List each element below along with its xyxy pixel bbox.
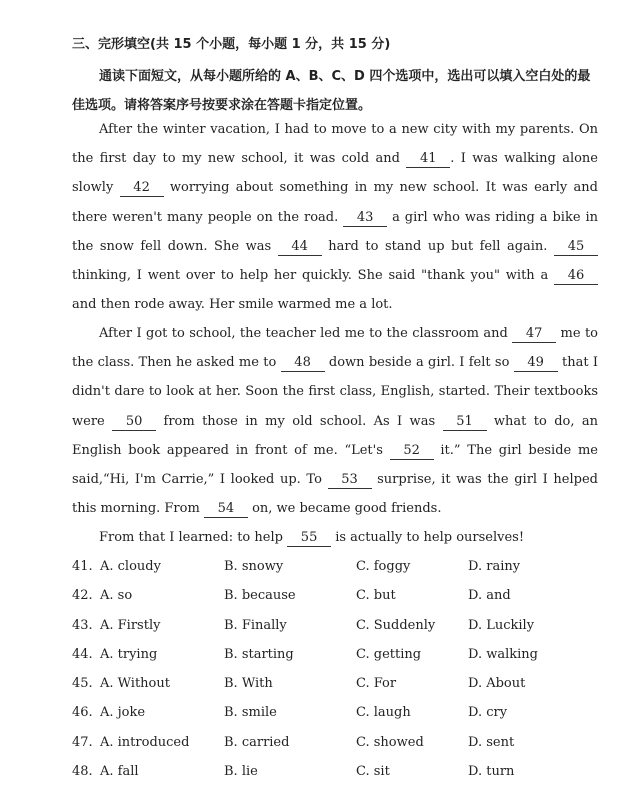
option-a: A. so [100,588,133,604]
blank-50: 50 [112,414,156,431]
blank-52: 52 [390,443,434,460]
passage-text: it.” The girl beside me said,“Hi, I'm Carrie,” I looked up. To [72,442,598,488]
passage-text: from those in my old school. As I was [156,413,443,429]
option-c: C. Suddenly [356,617,436,633]
blank-45: 45 [554,239,598,256]
question-48 [72,761,612,790]
option-a: A. cloudy [100,559,161,574]
question-47 [72,732,612,761]
passage-text: After I got to school, the teacher led me to the classroom and [99,326,513,341]
question-number: 44. [72,646,93,662]
blank-51: 51 [443,414,487,431]
question-number: 41. [72,559,93,574]
option-a: A. trying [100,646,158,662]
question-44 [72,644,612,673]
blank-55: 55 [287,530,331,547]
option-d: D. Luckily [468,617,535,633]
blank-44: 44 [278,239,322,256]
passage-text: worrying about something in my new school. It was early and there weren't many people on the road. [72,180,598,225]
passage-text: surprise, it was the girl I helped this morning. From [72,472,598,517]
question-number: 42. [72,588,93,604]
option-d: D. turn [468,764,515,780]
option-b: B. Finally [224,617,287,633]
option-a: A. Firstly [100,617,161,633]
question-45 [72,673,612,702]
option-a: A. introduced [100,734,190,750]
option-c: C. but [356,588,396,604]
option-a: A. fall [100,764,139,780]
question-46 [72,702,612,731]
option-c: C. For [356,676,397,692]
question-43 [72,615,612,644]
passage-text: on, we became good friends. [247,501,442,517]
blank-46: 46 [554,268,598,285]
passage-paragraph-3 [72,523,598,552]
passage-text: is actually to help ourselves! [331,530,525,545]
question-41 [72,556,612,585]
instructions: 通读下面短文，从每小题所给的 A、B、C、D 四个选项中，选出可以填入空白处的最佳选项。请将答案序号按要求涂在答题卡指定位置。 [72,69,591,113]
passage-text: what to do, an English book appeared in front of me. “Let's [72,413,598,458]
blank-48: 48 [281,355,325,372]
passage-paragraph-2 [72,319,598,523]
option-b: B. smile [224,705,277,721]
passage-text: . I was walking alone slowly [72,151,598,196]
blank-49: 49 [514,355,558,372]
question-number: 43. [72,617,93,633]
option-d: D. cry [468,705,508,721]
answer-options [72,556,612,790]
question-number: 47. [72,734,93,750]
passage-text: that I didn't dare to look at her. Soon the first class, English, started. Their textbooks were [72,355,598,429]
option-c: C. showed [356,734,424,750]
blank-41: 41 [406,151,450,168]
question-number: 46. [72,705,93,721]
option-d: D. sent [468,734,515,750]
option-c: C. sit [356,764,390,780]
option-b: B. carried [224,734,290,750]
blank-53: 53 [328,472,372,489]
option-b: B. snowy [224,559,284,574]
option-a: A. Without [100,676,170,692]
passage-text: thinking, I went over to help her quickly. She said "thank you" with a [72,268,554,284]
option-b: B. lie [224,764,258,780]
option-c: C. foggy [356,559,411,574]
blank-54: 54 [204,501,248,518]
option-d: D. rainy [468,559,521,574]
section-title: 三、完形填空(共 15 个小题，每小题 1 分，共 15 分) [72,37,391,52]
option-c: C. laugh [356,705,411,721]
blank-47: 47 [512,326,556,343]
passage-text: a girl who was riding a bike in the snow fell down. She was [72,209,598,254]
passage-text: down beside a girl. I felt so [324,355,514,371]
option-a: A. joke [100,705,146,721]
blank-42: 42 [120,180,164,197]
passage-paragraph-1 [72,115,598,319]
option-d: D. About [468,676,526,692]
option-d: D. and [468,588,511,604]
question-42 [72,585,612,614]
blank-43: 43 [343,210,387,227]
option-c: C. getting [356,646,422,662]
question-number: 45. [72,676,93,692]
option-b: B. starting [224,646,294,662]
passage-text: After the winter vacation, I had to move to a new city with my parents. On the first day to my new school, it was cold and [72,122,598,167]
passage-text: From that I learned: to help [99,530,288,545]
question-number: 48. [72,764,93,780]
passage-text: me to the class. Then he asked me to [72,326,598,371]
passage-text: hard to stand up but fell again. [321,238,554,254]
option-d: D. walking [468,646,538,662]
passage-text: and then rode away. Her smile warmed me a lot. [72,297,393,313]
option-b: B. With [224,676,273,692]
option-b: B. because [224,588,296,604]
